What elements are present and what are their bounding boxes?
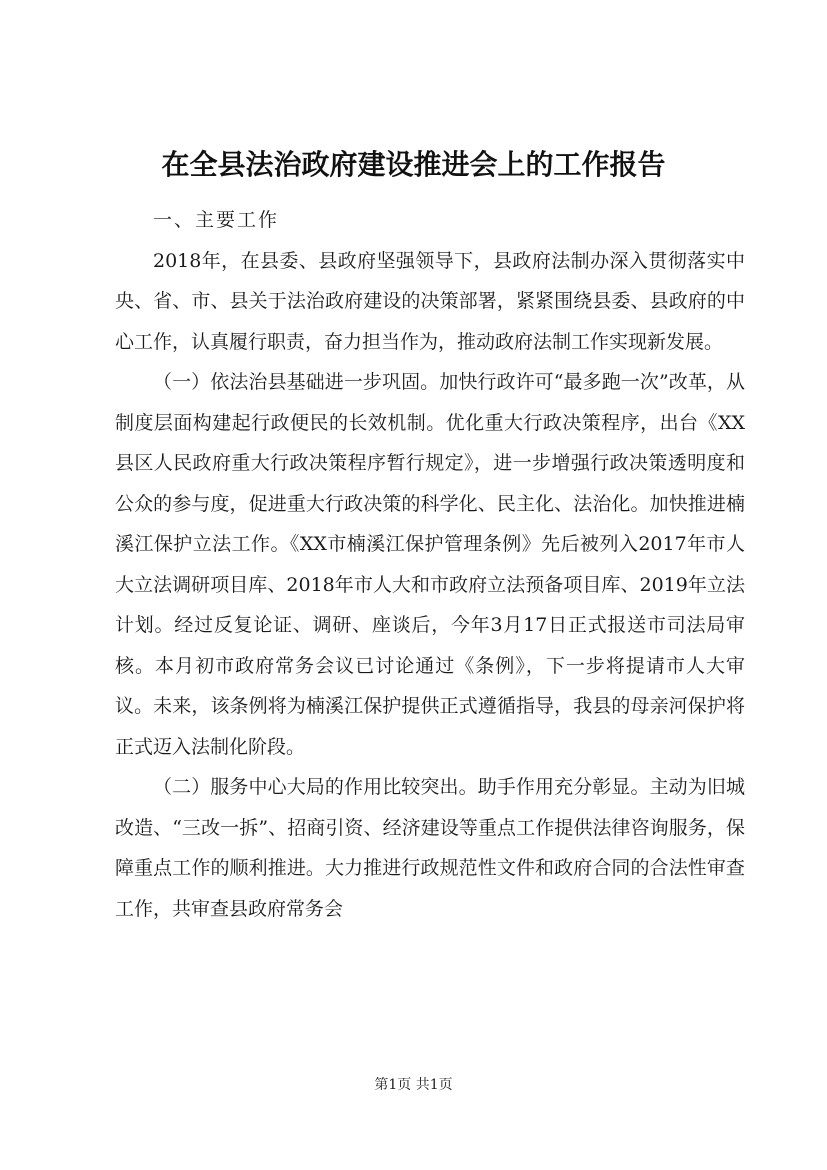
section-heading: 一、主要工作 — [153, 209, 280, 231]
paragraph-section-2: （二）服务中心大局的作用比较突出。助手作用充分彰显。主动为旧城改造、“三改一拆”、招商引资、经济建设等重点工作提供法律咨询服务，保障重点工作的顺利推进。大力推进行政规范性文件和政府合同的合法性审查工作，共审查县政府常务会 — [115, 776, 745, 920]
page-footer: 第1页 共1页 — [374, 1077, 453, 1093]
paragraph-intro: 2018年，在县委、县政府坚强领导下，县政府法制办深入贯彻落实中央、省、市、县关于法治政府建设的决策部署，紧紧围绕县委、县政府的中心工作，认真履行职责，奋力担当作为，推动政府法制工作实现新发展。 — [115, 249, 745, 353]
document-title: 在全县法治政府建设推进会上的工作报告 — [161, 148, 666, 181]
document-body — [115, 200, 745, 929]
paragraph-section-1: （一）依法治县基础进一步巩固。加快行政许可“最多跑一次”改革，从制度层面构建起行政便民的长效机制。优化重大行政决策程序，出台《XX县区人民政府重大行政决策程序暂行规定》，进一步增强行政决策透明度和公众的参与度，促进重大行政决策的科学化、民主化、法治化。加快推进楠溪江保护立法工作。《XX市楠溪江保护管理条例》先后被列入2017年市人大立法调研项目库、2018年市人大和市政府立法预备项目库、2019年立法计划。经过反复论证、调研、座谈后，今年3月17日正式报送市司法局审核。本月初市政府常务会议已讨论通过《条例》，下一步将提请市人大审议。未来，该条例将为楠溪江保护提供正式遵循指导，我县的母亲河保护将正式迈入法制化阶段。 — [115, 371, 745, 758]
